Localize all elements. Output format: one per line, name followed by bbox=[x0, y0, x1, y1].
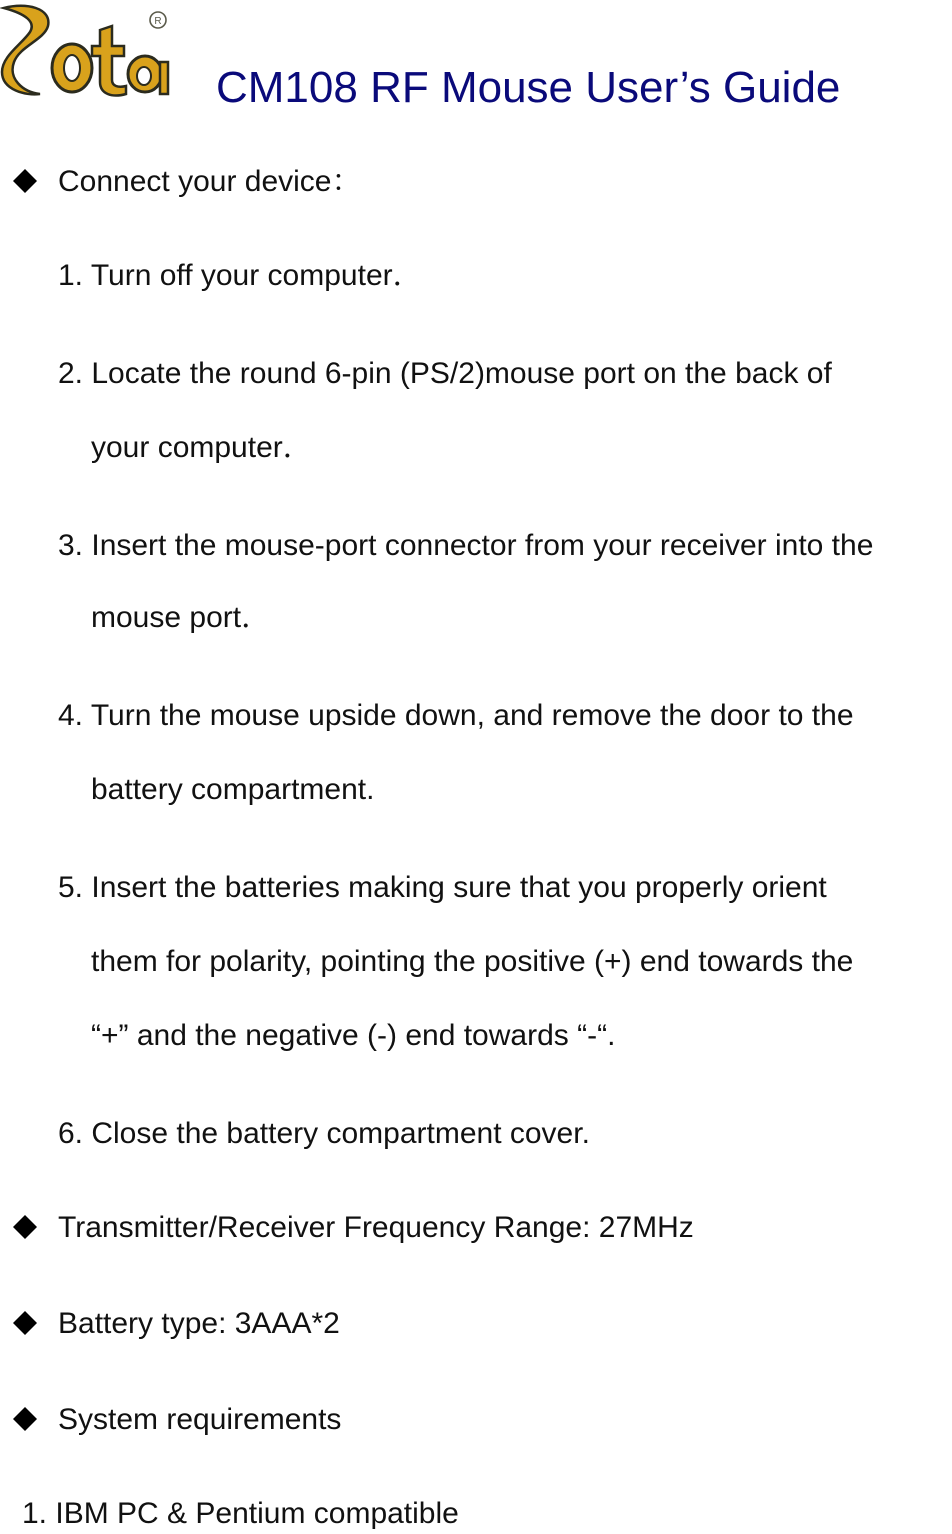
step-5: 5. Insert the batteries making sure that you properly orient bbox=[58, 871, 827, 904]
iota-logo bbox=[0, 0, 175, 105]
step-2-cont: your computer． bbox=[91, 431, 313, 464]
step-5-cont: them for polarity, pointing the positive (+) end towards the bbox=[91, 945, 854, 978]
frequency-range: Transmitter/Receiver Frequency Range: 27MHz bbox=[58, 1211, 694, 1244]
diamond-bullet-icon bbox=[12, 1406, 38, 1432]
step-1: 1. Turn off your computer． bbox=[58, 259, 423, 292]
step-3-cont: mouse port． bbox=[91, 601, 272, 634]
battery-type: Battery type: 3AAA*2 bbox=[58, 1307, 340, 1340]
step-4-cont: battery compartment. bbox=[91, 773, 375, 806]
system-requirement-1: 1. IBM PC & Pentium compatible bbox=[22, 1497, 459, 1530]
diamond-bullet-icon bbox=[12, 168, 38, 194]
diamond-bullet-icon bbox=[12, 1214, 38, 1240]
step-3: 3. Insert the mouse-port connector from your receiver into the bbox=[58, 529, 874, 562]
page-title: CM108 RF Mouse User’s Guide bbox=[216, 63, 841, 112]
section-heading-connect: Connect your device： bbox=[58, 165, 362, 198]
section-heading-system: System requirements bbox=[58, 1403, 342, 1436]
svg-text:R: R bbox=[154, 16, 162, 27]
step-2: 2. Locate the round 6-pin (PS/2)mouse port on the back of bbox=[58, 357, 832, 390]
step-6: 6. Close the battery compartment cover. bbox=[58, 1117, 590, 1150]
step-4: 4. Turn the mouse upside down, and remove the door to the bbox=[58, 699, 854, 732]
diamond-bullet-icon bbox=[12, 1310, 38, 1336]
step-5-cont2: “+” and the negative (-) end towards “-“. bbox=[91, 1019, 616, 1052]
